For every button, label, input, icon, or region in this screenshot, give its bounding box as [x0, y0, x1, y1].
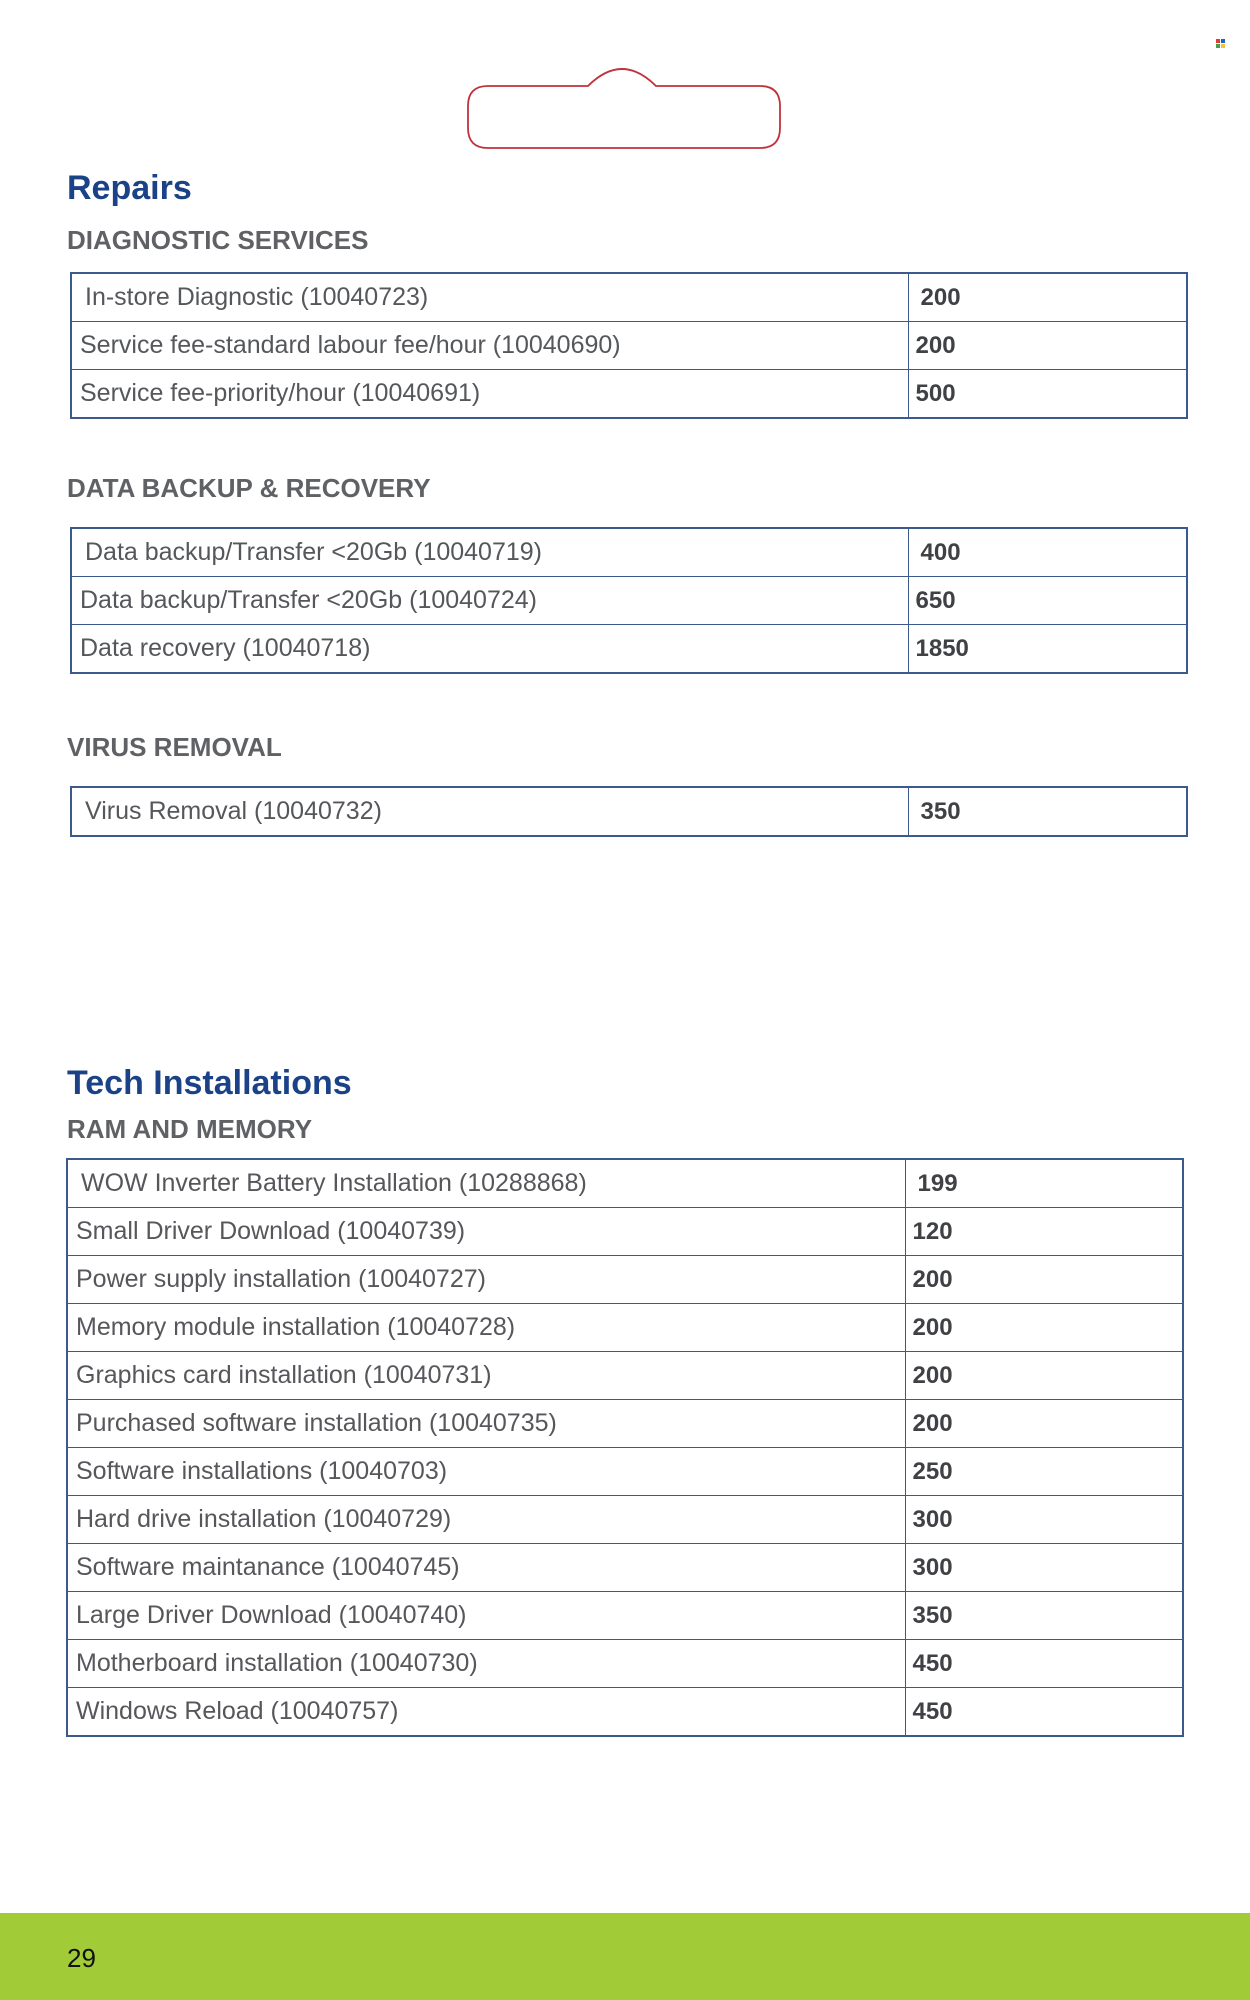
- service-price: 450: [905, 1688, 1183, 1737]
- table-row: [67, 1159, 1183, 1208]
- service-name: Small Driver Download (10040739): [67, 1208, 905, 1256]
- ram-memory-table: [66, 1158, 1184, 1737]
- table-row: [67, 1256, 1183, 1304]
- service-price: 200: [905, 1352, 1183, 1400]
- table-row: [67, 1688, 1183, 1737]
- service-name: Purchased software installation (10040735): [67, 1400, 905, 1448]
- service-name: In-store Diagnostic (10040723): [71, 273, 908, 322]
- service-price: 200: [905, 1400, 1183, 1448]
- diagnostic-services-table: [70, 272, 1188, 419]
- service-name: Virus Removal (10040732): [71, 787, 908, 836]
- service-price: 200: [905, 1304, 1183, 1352]
- service-name: Software maintanance (10040745): [67, 1544, 905, 1592]
- table-row: [67, 1352, 1183, 1400]
- table-row: [67, 1208, 1183, 1256]
- table-row: [67, 1304, 1183, 1352]
- table-row: [67, 1400, 1183, 1448]
- table-row: [67, 1640, 1183, 1688]
- page-number: 29: [67, 1943, 96, 1973]
- service-price: 650: [908, 577, 1187, 625]
- service-name: Data backup/Transfer <20Gb (10040724): [71, 577, 908, 625]
- service-name: WOW Inverter Battery Installation (10288868): [67, 1159, 905, 1208]
- corner-color-mark: [1216, 39, 1225, 48]
- service-price: 300: [905, 1544, 1183, 1592]
- table-row: [67, 1496, 1183, 1544]
- service-name: Software installations (10040703): [67, 1448, 905, 1496]
- table-row: [71, 322, 1187, 370]
- service-name: Large Driver Download (10040740): [67, 1592, 905, 1640]
- service-price: 350: [905, 1592, 1183, 1640]
- table-row: [71, 528, 1187, 577]
- hanger-tab-outline: [466, 66, 782, 150]
- service-name: Data recovery (10040718): [71, 625, 908, 674]
- table-row: [67, 1448, 1183, 1496]
- service-price: 200: [908, 273, 1187, 322]
- ram-memory-heading: RAM AND MEMORY: [67, 1114, 313, 1144]
- service-name: Data backup/Transfer <20Gb (10040719): [71, 528, 908, 577]
- service-price: 199: [905, 1159, 1183, 1208]
- table-row: [71, 370, 1187, 419]
- virus-removal-table: [70, 786, 1188, 837]
- virus-removal-heading: VIRUS REMOVAL: [67, 732, 282, 762]
- service-price: 1850: [908, 625, 1187, 674]
- data-backup-table: [70, 527, 1188, 674]
- service-name: Graphics card installation (10040731): [67, 1352, 905, 1400]
- service-price: 450: [905, 1640, 1183, 1688]
- tech-installations-heading: Tech Installations: [67, 1064, 352, 1102]
- service-name: Hard drive installation (10040729): [67, 1496, 905, 1544]
- data-backup-heading: DATA BACKUP & RECOVERY: [67, 473, 431, 503]
- table-row: [67, 1544, 1183, 1592]
- table-row: [71, 625, 1187, 674]
- table-row: [67, 1592, 1183, 1640]
- service-name: Power supply installation (10040727): [67, 1256, 905, 1304]
- service-price: 200: [905, 1256, 1183, 1304]
- service-name: Memory module installation (10040728): [67, 1304, 905, 1352]
- service-price: 300: [905, 1496, 1183, 1544]
- service-price: 200: [908, 322, 1187, 370]
- service-price: 120: [905, 1208, 1183, 1256]
- table-row: [71, 577, 1187, 625]
- diagnostic-services-heading: DIAGNOSTIC SERVICES: [67, 225, 369, 255]
- footer-band: [0, 1913, 1250, 2000]
- service-price: 500: [908, 370, 1187, 419]
- service-price: 250: [905, 1448, 1183, 1496]
- service-name: Service fee-standard labour fee/hour (10040690): [71, 322, 908, 370]
- service-price: 350: [908, 787, 1187, 836]
- table-row: [71, 787, 1187, 836]
- service-name: Motherboard installation (10040730): [67, 1640, 905, 1688]
- service-price: 400: [908, 528, 1187, 577]
- service-name: Service fee-priority/hour (10040691): [71, 370, 908, 419]
- repairs-heading: Repairs: [67, 169, 192, 207]
- service-name: Windows Reload (10040757): [67, 1688, 905, 1737]
- table-row: [71, 273, 1187, 322]
